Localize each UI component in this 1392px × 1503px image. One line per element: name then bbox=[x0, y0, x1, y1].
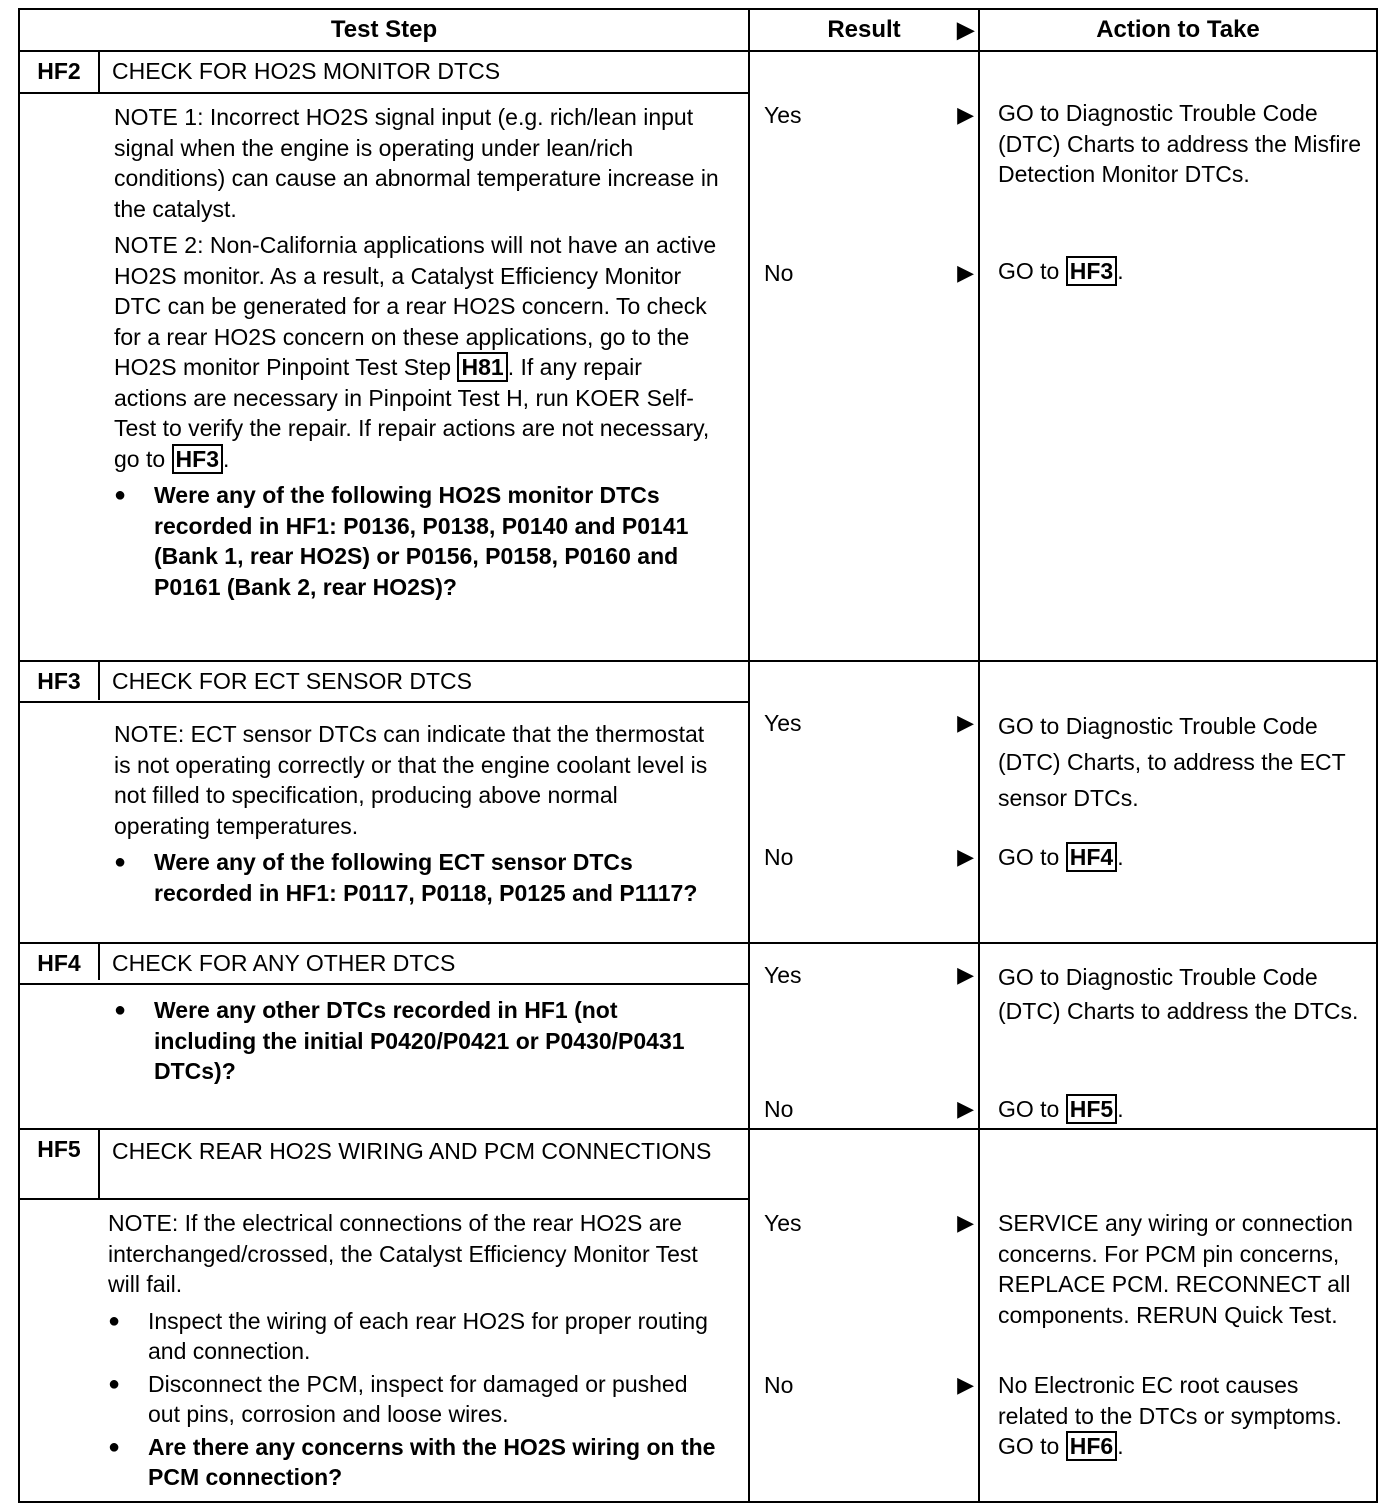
bullet-text: Inspect the wiring of each rear HO2S for proper routing and connection. bbox=[148, 1307, 708, 1364]
note-2-text-b: . If any repair actions are necessary in Pinpoint Test H, run KOER Self-Test to verify the repair. If repair actions are not necessary, go to bbox=[114, 354, 710, 472]
header-action: Action to Take bbox=[979, 9, 1377, 51]
arrow-icon: ▶ bbox=[957, 102, 974, 127]
bullet-icon: ● bbox=[114, 484, 127, 506]
question-text: Are there any concerns with the HO2S wiring on the PCM connection? bbox=[148, 1433, 716, 1490]
step-row-hf3 bbox=[19, 661, 1377, 943]
result-no: No bbox=[764, 1372, 794, 1398]
step-ref-link[interactable]: HF4 bbox=[1066, 842, 1117, 872]
step-id: HF5 bbox=[20, 1130, 100, 1198]
action-no bbox=[998, 1094, 1366, 1125]
action-yes: SERVICE any wiring or connection concerns. For PCM pin concerns, REPLACE PCM. RECONNECT all components. RERUN Quick Test. bbox=[998, 1210, 1353, 1328]
bullet-icon: ● bbox=[114, 851, 127, 873]
action-text: No Electronic EC root causes related to the DTCs or symptoms. GO to bbox=[998, 1372, 1342, 1459]
action-no bbox=[998, 256, 1366, 287]
question-text: Were any of the following HO2S monitor DTCs recorded in HF1: P0136, P0138, P0140 and P0141 (Bank 1, rear HO2S) or P0156, P0158, P0160 and P0161 (Bank 2, rear HO2S)? bbox=[154, 482, 689, 600]
disconnect-bullet bbox=[108, 1369, 720, 1430]
step-ref-link[interactable]: HF3 bbox=[172, 444, 223, 474]
step-header bbox=[20, 52, 748, 94]
step-id: HF4 bbox=[20, 944, 100, 980]
step-id: HF3 bbox=[20, 662, 100, 700]
bullet-icon: ● bbox=[108, 1435, 121, 1458]
step-id: HF2 bbox=[20, 52, 100, 92]
result-no: No bbox=[764, 260, 794, 286]
action-cell bbox=[979, 1129, 1377, 1502]
result-cell bbox=[749, 661, 979, 943]
header-result bbox=[749, 9, 979, 51]
step-header bbox=[20, 662, 748, 703]
action-cell bbox=[979, 661, 1377, 943]
result-cell bbox=[749, 1129, 979, 1502]
step-title: CHECK FOR HO2S MONITOR DTCS bbox=[112, 58, 501, 84]
action-no bbox=[998, 842, 1366, 873]
question-bullet bbox=[114, 995, 720, 1087]
step-row-hf4 bbox=[19, 943, 1377, 1129]
arrow-icon: ▶ bbox=[957, 17, 974, 42]
step-ref-link[interactable]: HF6 bbox=[1066, 1431, 1117, 1461]
arrow-icon: ▶ bbox=[957, 1096, 974, 1121]
arrow-icon: ▶ bbox=[957, 844, 974, 869]
step-body bbox=[20, 1200, 748, 1501]
note-2-text-c: . bbox=[223, 445, 230, 472]
action-text: . bbox=[1117, 844, 1124, 870]
bullet-text: Disconnect the PCM, inspect for damaged or pushed out pins, corrosion and loose wires. bbox=[148, 1370, 688, 1427]
action-cell bbox=[979, 51, 1377, 661]
table-header-row bbox=[19, 9, 1377, 51]
step-ref-link[interactable]: HF5 bbox=[1066, 1094, 1117, 1124]
action-yes: GO to Diagnostic Trouble Code (DTC) Charts to address the Misfire Detection Monitor DTCs. bbox=[998, 100, 1361, 187]
action-text: GO to bbox=[998, 258, 1060, 284]
result-yes: Yes bbox=[764, 1210, 802, 1236]
arrow-icon: ▶ bbox=[957, 260, 974, 285]
step-body bbox=[20, 703, 748, 916]
arrow-icon: ▶ bbox=[957, 1210, 974, 1235]
action-yes: GO to Diagnostic Trouble Code (DTC) Charts, to address the ECT sensor DTCs. bbox=[998, 713, 1346, 811]
question-text: Were any of the following ECT sensor DTCs recorded in HF1: P0117, P0118, P0125 and P1117? bbox=[154, 849, 698, 906]
bullet-icon: ● bbox=[108, 1309, 121, 1332]
result-no: No bbox=[764, 844, 794, 870]
diagnostic-table-page bbox=[18, 8, 1376, 1488]
action-text: GO to bbox=[998, 844, 1060, 870]
step-cell bbox=[19, 661, 749, 943]
action-text: . bbox=[1117, 258, 1124, 284]
step-cell bbox=[19, 1129, 749, 1502]
note: NOTE: If the electrical connections of the rear HO2S are interchanged/crossed, the Catalyst Efficiency Monitor Test will fail. bbox=[108, 1210, 698, 1297]
inspect-bullet bbox=[108, 1306, 720, 1367]
note-2-text-a: NOTE 2: Non-California applications will not have an active HO2S monitor. As a result, a Catalyst Efficiency Monitor DTC can be generated for a rear HO2S concern. To check for a rear HO2S concern on these applications, go to the HO2S monitor Pinpoint Test Step bbox=[114, 232, 717, 380]
step-row-hf5 bbox=[19, 1129, 1377, 1502]
step-ref-link[interactable]: H81 bbox=[457, 352, 507, 382]
arrow-icon: ▶ bbox=[957, 710, 974, 735]
header-result-label: Result bbox=[827, 16, 901, 43]
bullet-icon: ● bbox=[108, 1372, 121, 1395]
step-row-hf2 bbox=[19, 51, 1377, 661]
action-text: GO to bbox=[998, 1096, 1060, 1122]
step-ref-link[interactable]: HF3 bbox=[1066, 256, 1117, 286]
result-cell bbox=[749, 943, 979, 1129]
step-title: CHECK REAR HO2S WIRING AND PCM CONNECTIONS bbox=[112, 1138, 712, 1164]
step-body bbox=[20, 985, 748, 1095]
result-cell bbox=[749, 51, 979, 661]
arrow-icon: ▶ bbox=[957, 1372, 974, 1397]
pinpoint-test-table bbox=[18, 8, 1378, 1503]
step-title: CHECK FOR ECT SENSOR DTCS bbox=[112, 668, 472, 694]
bullet-icon: ● bbox=[114, 999, 127, 1021]
action-text: . bbox=[1117, 1433, 1124, 1459]
arrow-icon: ▶ bbox=[957, 962, 974, 987]
question-bullet bbox=[108, 1432, 720, 1493]
question-bullet bbox=[114, 480, 720, 602]
step-body bbox=[20, 94, 748, 610]
note-2 bbox=[114, 230, 720, 474]
step-cell bbox=[19, 943, 749, 1129]
step-header bbox=[20, 1130, 748, 1200]
step-header bbox=[20, 944, 748, 985]
result-yes: Yes bbox=[764, 710, 802, 736]
header-test-step: Test Step bbox=[19, 9, 749, 51]
result-yes: Yes bbox=[764, 102, 802, 128]
result-yes: Yes bbox=[764, 962, 802, 988]
note-1: NOTE 1: Incorrect HO2S signal input (e.g. rich/lean input signal when the engine is operating under lean/rich conditions) can cause an abnormal temperature increase in the catalyst. bbox=[114, 104, 719, 222]
result-no: No bbox=[764, 1096, 794, 1122]
action-no bbox=[998, 1370, 1366, 1462]
step-title: CHECK FOR ANY OTHER DTCS bbox=[112, 950, 456, 976]
question-text: Were any other DTCs recorded in HF1 (not including the initial P0420/P0421 or P0430/P0431 DTCs)? bbox=[154, 997, 685, 1084]
action-text: . bbox=[1117, 1096, 1124, 1122]
question-bullet bbox=[114, 847, 720, 908]
action-cell bbox=[979, 943, 1377, 1129]
action-yes: GO to Diagnostic Trouble Code (DTC) Charts to address the DTCs. bbox=[998, 964, 1359, 1024]
step-cell bbox=[19, 51, 749, 661]
note: NOTE: ECT sensor DTCs can indicate that the thermostat is not operating correctly or that the engine coolant level is not filled to specification, producing above normal operating temperatures. bbox=[114, 721, 708, 839]
